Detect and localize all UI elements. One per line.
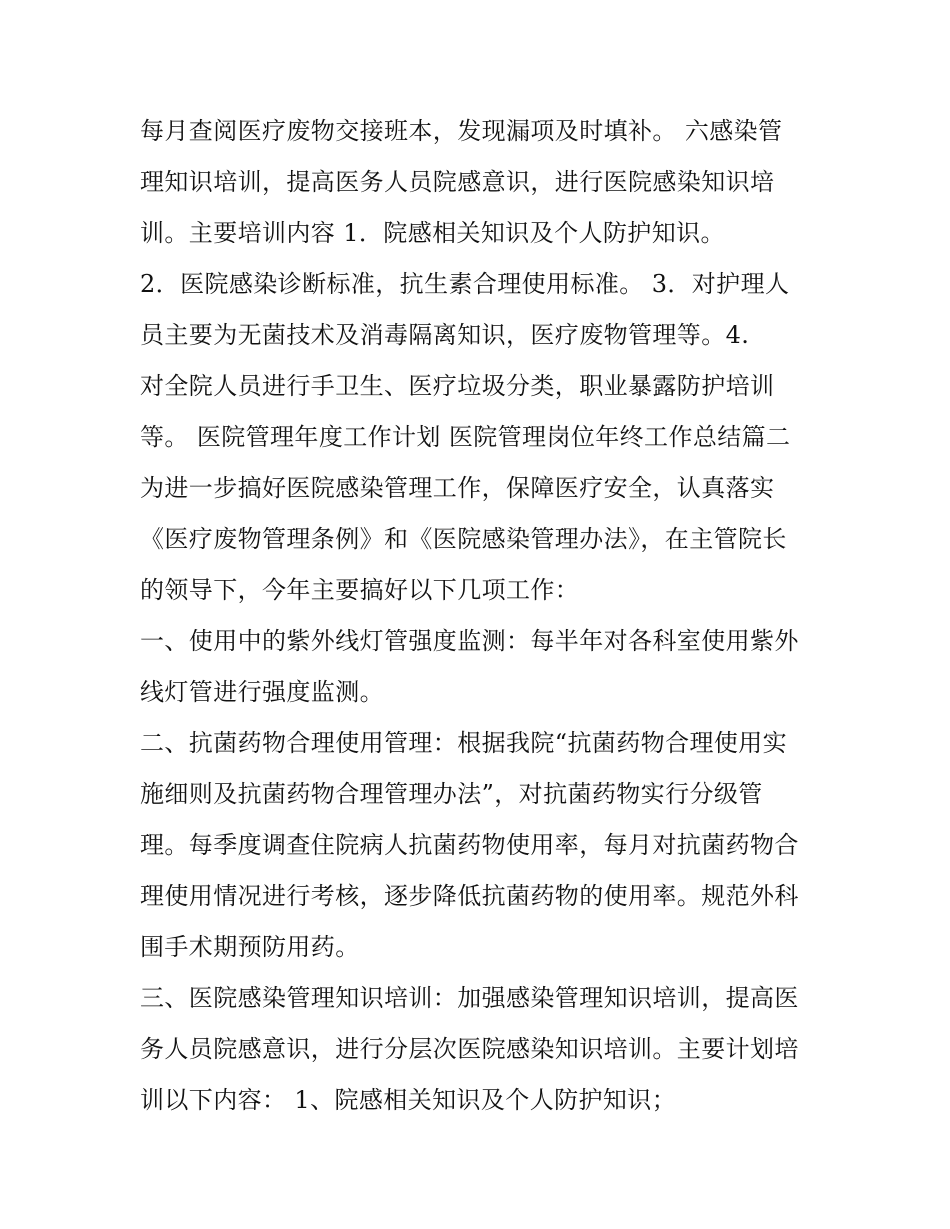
text-line: 理。每季度调查住院病人抗菌药物使用率，每月对抗菌药物合 [140, 831, 799, 859]
text-line: 的领导下，今年主要搞好以下几项工作： [140, 576, 580, 604]
text-line: 理使用情况进行考核，逐步降低抗菌药物的使用率。规范外科 [140, 882, 799, 910]
text-line: 三、医院感染管理知识培训：加强感染管理知识培训，提高医 [140, 984, 799, 1012]
text-line: 训以下内容： 1、院感相关知识及个人防护知识； [140, 1086, 677, 1114]
text-line: 训。主要培训内容 1．院感相关知识及个人防护知识。 [140, 219, 725, 247]
text-line: 理知识培训，提高医务人员院感意识，进行医院感染知识培 [140, 168, 775, 196]
text-line: 2．医院感染诊断标准，抗生素合理使用标准。 3．对护理人 [140, 270, 790, 298]
document-body [140, 106, 830, 1126]
text-line: 对全院人员进行手卫生、医疗垃圾分类，职业暴露防护培训 [140, 372, 775, 400]
text-line: 员主要为无菌技术及消毒隔离知识，医疗废物管理等。4. [140, 321, 750, 349]
text-line: 每月查阅医疗废物交接班本，发现漏项及时填补。 六感染管 [140, 117, 783, 145]
text-line: 施细则及抗菌药物合理管理办法”，对抗菌药物实行分级管 [140, 780, 763, 808]
text-line: 二、抗菌药物合理使用管理：根据我院“抗菌药物合理使用实 [140, 729, 788, 757]
text-line: 一、使用中的紫外线灯管强度监测：每半年对各科室使用紫外 [140, 627, 799, 655]
text-line: 线灯管进行强度监测。 [140, 678, 384, 706]
text-line: 《医疗废物管理条例》和《医院感染管理办法》，在主管院长 [140, 525, 787, 553]
text-line: 等。 医院管理年度工作计划 医院管理岗位年终工作总结篇二 [140, 423, 791, 451]
text-line: 务人员院感意识，进行分层次医院感染知识培训。主要计划培 [140, 1035, 799, 1063]
text-line: 围手术期预防用药。 [140, 933, 360, 961]
text-line: 为进一步搞好医院感染管理工作，保障医疗安全，认真落实 [140, 474, 775, 502]
